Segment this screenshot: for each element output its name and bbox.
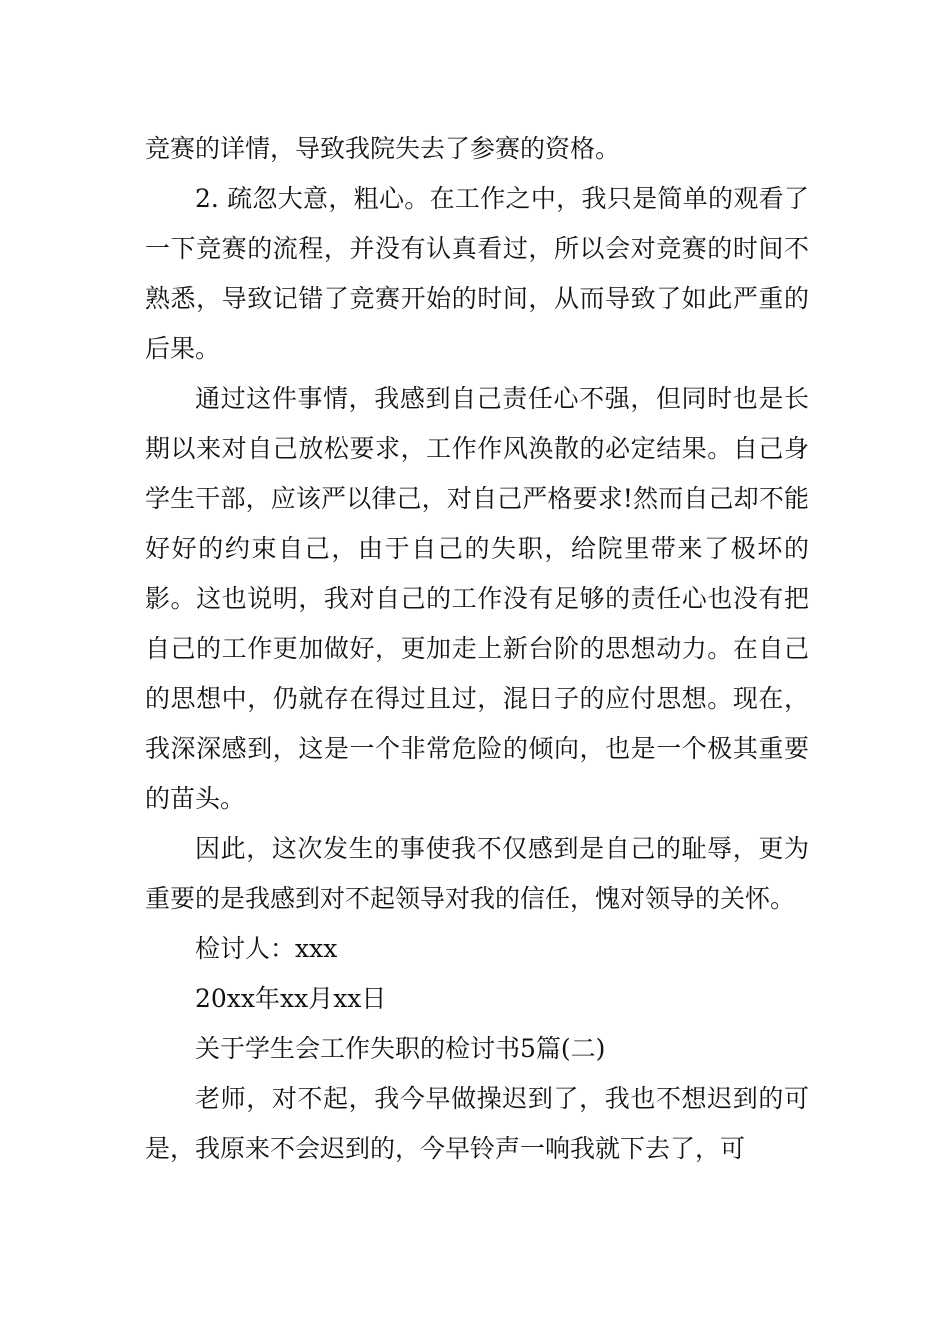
paragraph-reflection: 通过这件事情，我感到自己责任心不强，但同时也是长期以来对自己放松要求，工作作风涣散的必定结果。自己身学生干部，应该严以律己，对自己严格要求!然而自己却不能好好的约束自己，由于自己的失职，给院里带来了极坏的影。这也说明，我对自己的工作没有足够的责任心也没有把自己的工作更加做好，更加走上新台阶的思想动力。在自己的思想中，仍就存在得过且过，混日子的应付思想。现在，我深深感到，这是一个非常危险的倾向，也是一个极其重要的苗头。 — [145, 384, 809, 813]
paragraph-continued: 竞赛的详情，导致我院失去了参赛的资格。 — [145, 134, 621, 163]
paragraph-point-2: 2. 疏忽大意，粗心。在工作之中，我只是简单的观看了一下竞赛的流程，并没有认真看过，所以会对竞赛的时间不熟悉，导致记错了竞赛开始的时间，从而导致了如此严重的后果。 — [145, 184, 809, 363]
date-line: 20xx年xx月xx日 — [195, 984, 387, 1013]
section-title: 关于学生会工作失职的检讨书5篇(二) — [195, 1034, 606, 1063]
document-body — [145, 124, 809, 1174]
paragraph-conclusion: 因此，这次发生的事使我不仅感到是自己的耻辱，更为重要的是我感到对不起领导对我的信任，愧对领导的关怀。 — [145, 834, 809, 913]
paragraph-next-letter: 老师，对不起，我今早做操迟到了，我也不想迟到的可是，我原来不会迟到的，今早铃声一响我就下去了，可 — [145, 1084, 809, 1163]
signer-line: 检讨人：xxx — [195, 934, 338, 963]
